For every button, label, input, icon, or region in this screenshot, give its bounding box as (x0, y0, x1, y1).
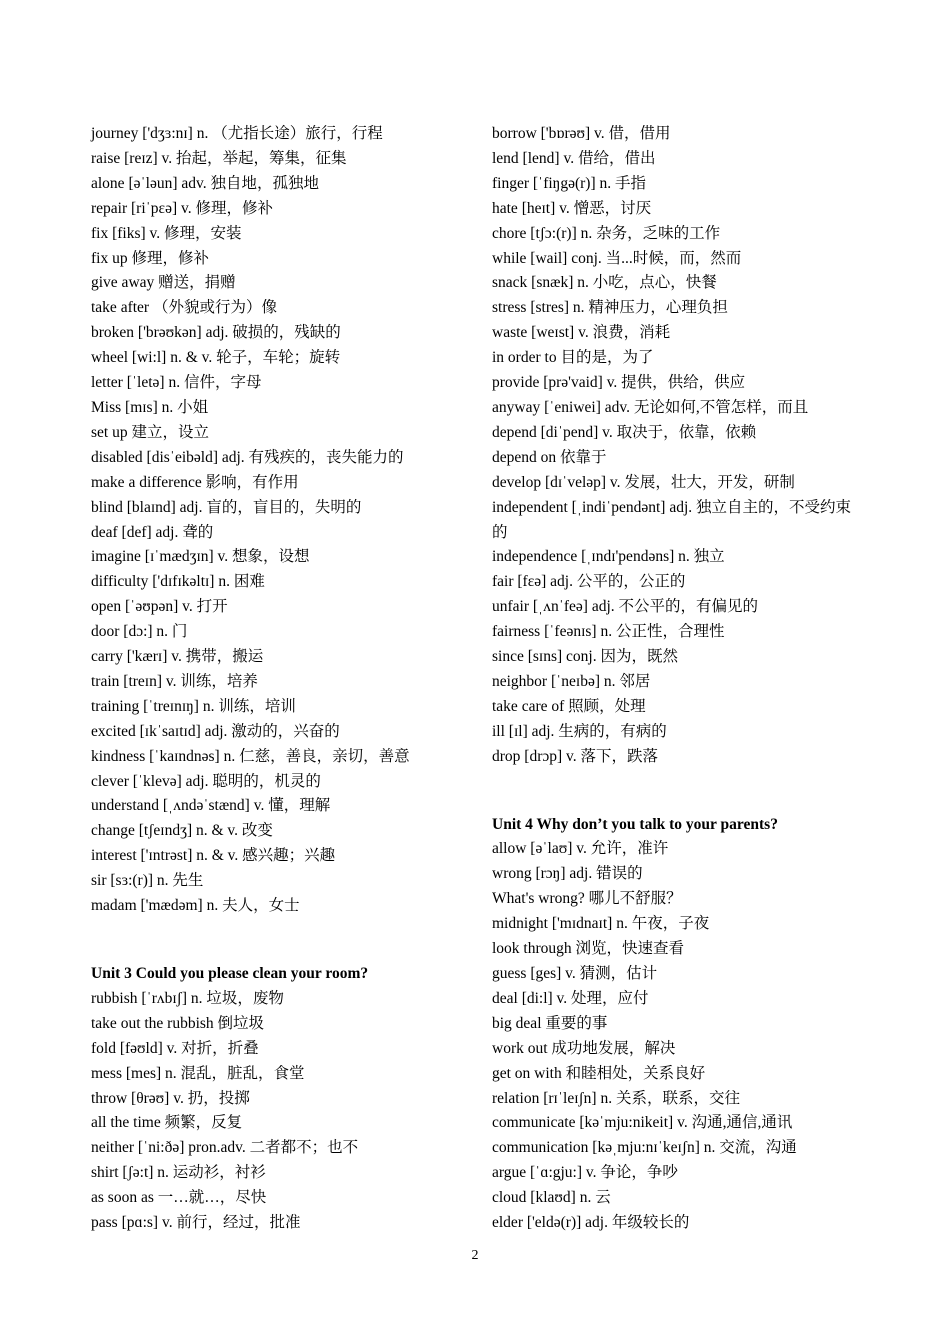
vocab-entry: journey ['dʒɜ:nɪ] n. （尤指长途）旅行，行程 (91, 125, 383, 142)
vocab-entry: excited [ɪkˈsaɪtɪd] adj. 激动的，兴奋的 (91, 722, 340, 740)
vocab-entry: letter [ˈletə] n. 信件，字母 (91, 374, 262, 392)
vocab-entry: open [ˈəʊpən] v. 打开 (91, 598, 228, 616)
vocab-entry: difficulty ['dɪfɪkəltɪ] n. 困难 (91, 573, 265, 591)
vocab-entry-independent: independent [ˌindiˈpendənt] adj. 独立自主的，不受约束的 (492, 498, 852, 541)
vocab-entry: fix [fiks] v. 修理，安装 (91, 224, 242, 242)
right-column (492, 122, 864, 1236)
vocab-entry: deal [di:l] v. 处理，应付 (492, 989, 649, 1007)
vocab-entry: since [sɪns] conj. 因为，既然 (492, 648, 678, 666)
vocab-entry: imagine [ɪˈmædʒɪn] v. 想象，设想 (91, 548, 310, 566)
unit4-heading: Unit 4 Why don’t you talk to your parents? (492, 815, 778, 833)
vocab-entry: Miss [mɪs] n. 小姐 (91, 398, 209, 416)
vocab-entry: snack [snæk] n. 小吃，点心，快餐 (492, 274, 717, 292)
vocab-entry: finger [ˈfiŋgə(r)] n. 手指 (492, 174, 646, 192)
vocab-entry: fair [fɛə] adj. 公平的，公正的 (492, 573, 686, 591)
vocab-entry: as soon as 一…就…，尽快 (91, 1189, 267, 1207)
vocab-list-unit4 (492, 837, 864, 1236)
vocab-entry: while [wail] conj. 当...时候，而，然而 (492, 249, 742, 267)
vocab-entry: wrong [rɔŋ] adj. 错误的 (492, 865, 643, 883)
vocab-entry: What's wrong? 哪儿不舒服？ (492, 890, 682, 908)
vocab-list-unit3-continued (492, 122, 864, 496)
vocab-entry: train [treɪn] v. 训练，培养 (91, 672, 258, 690)
vocab-entry: door [dɔ:] n. 门 (91, 623, 188, 641)
vocab-entry: independence [ˌɪndɪ'pendəns] n. 独立 (492, 548, 725, 566)
vocab-entry: provide [prə'vaid] v. 提供，供给，供应 (492, 374, 746, 392)
section-spacer (91, 919, 461, 962)
vocab-entry: unfair [ˌʌnˈfeə] adj. 不公平的，有偏见的 (492, 598, 759, 616)
vocab-entry: stress [stres] n. 精神压力，心理负担 (492, 299, 728, 317)
vocab-list-unit2-continued (91, 122, 461, 919)
vocab-entry: lend [lend] v. 借给，借出 (492, 149, 656, 167)
vocab-list-unit3 (91, 987, 461, 1236)
vocab-entry: mess [mes] n. 混乱，脏乱，食堂 (91, 1064, 305, 1082)
vocab-entry: communication [kəˌmju:nɪˈkeɪʃn] n. 交流，沟通 (492, 1139, 797, 1157)
vocab-entry: in order to 目的是，为了 (492, 349, 654, 367)
vocab-entry: throw [θrəʊ] v. 扔，投掷 (91, 1089, 250, 1107)
vocab-entry: pass [pɑ:s] v. 前行，经过，批准 (91, 1214, 301, 1232)
page-number: 2 (471, 1248, 479, 1263)
vocab-entry: neighbor [ˈneɪbə] n. 邻居 (492, 672, 651, 690)
vocab-entry: allow [əˈlaʊ] v. 允许，准许 (492, 840, 669, 858)
vocab-entry: develop [dɪˈveləp] v. 发展，壮大，开发，研制 (492, 473, 795, 491)
vocab-entry: wheel [wi:l] n. & v. 轮子，车轮；旋转 (91, 349, 341, 367)
vocab-entry: sir [sɜ:(r)] n. 先生 (91, 872, 204, 890)
vocab-entry: big deal 重要的事 (492, 1014, 608, 1032)
vocab-entry: depend [diˈpend] v. 取决于，依靠，依赖 (492, 423, 757, 441)
vocab-entry: hate [heɪt] v. 憎恶，讨厌 (492, 199, 652, 217)
vocab-entry: set up 建立，设立 (91, 423, 209, 441)
vocab-entry: work out 成功地发展，解决 (492, 1039, 676, 1057)
vocab-entry: elder ['eldə(r)] adj. 年级较长的 (492, 1214, 690, 1232)
vocab-entry: give away 赠送，捐赠 (91, 274, 236, 292)
vocab-list-unit3-end (492, 545, 864, 769)
vocab-entry: take care of 照顾，处理 (492, 697, 646, 715)
vocab-entry: broken ['brəʊkən] adj. 破损的，残缺的 (91, 324, 341, 342)
vocab-entry: communicate [kəˈmju:nikeit] v. 沟通,通信,通讯 (492, 1114, 793, 1132)
vocab-entry: get on with 和睦相处，关系良好 (492, 1064, 706, 1082)
vocab-entry: ill [ɪl] adj. 生病的，有病的 (492, 722, 667, 740)
vocab-entry: raise [reɪz] v. 抬起，举起，筹集，征集 (91, 149, 347, 167)
vocab-entry: take out the rubbish 倒垃圾 (91, 1014, 265, 1032)
vocab-entry: clever [ˈklevə] adj. 聪明的，机灵的 (91, 772, 321, 790)
vocab-entry: understand [ˌʌndəˈstænd] v. 懂，理解 (91, 797, 331, 815)
section-spacer (492, 770, 864, 813)
vocab-entry: disabled [disˈeibəld] adj. 有残疾的，丧失能力的 (91, 448, 404, 466)
vocab-entry: relation [rɪˈleɪʃn] n. 关系，联系，交往 (492, 1089, 740, 1107)
vocab-entry: fold [fəʊld] v. 对折，折叠 (91, 1039, 259, 1057)
vocab-entry: kindness [ˈkaɪndnəs] n. 仁慈，善良，亲切，善意 (91, 747, 410, 765)
vocab-entry: drop [drɔp] v. 落下，跌落 (492, 747, 659, 765)
vocab-entry: all the time 频繁，反复 (91, 1114, 243, 1132)
vocab-entry: take after （外貌或行为）像 (91, 299, 277, 317)
vocab-entry: midnight ['mɪdnaɪt] n. 午夜，子夜 (492, 915, 710, 933)
vocab-entry: fix up 修理，修补 (91, 249, 209, 267)
vocab-entry: change [tʃeɪndʒ] n. & v. 改变 (91, 822, 273, 840)
vocab-entry: chore [tʃɔ:(r)] n. 杂务，乏味的工作 (492, 224, 721, 242)
vocab-entry: training [ˈtreɪnɪŋ] n. 训练，培训 (91, 697, 296, 715)
vocab-entry: interest ['ɪntrəst] n. & v. 感兴趣；兴趣 (91, 847, 336, 865)
vocab-entry: waste [weɪst] v. 浪费，消耗 (492, 324, 671, 342)
vocab-entry: borrow ['bɒrəʊ] v. 借，借用 (492, 125, 671, 142)
unit3-heading: Unit 3 Could you please clean your room? (91, 965, 369, 982)
left-column (91, 122, 461, 1236)
vocab-entry: madam ['mædəm] n. 夫人，女士 (91, 897, 300, 915)
vocab-entry: rubbish [ˈrʌbɪʃ] n. 垃圾，废物 (91, 989, 284, 1007)
vocab-entry: shirt [ʃə:t] n. 运动衫，衬衫 (91, 1164, 266, 1182)
vocab-entry: depend on 依靠于 (492, 448, 607, 466)
vocab-entry: anyway [ˈeniwei] adv. 无论如何,不管怎样，而且 (492, 398, 809, 416)
vocab-entry: guess [ges] v. 猜测，估计 (492, 965, 658, 982)
vocab-entry: make a difference 影响，有作用 (91, 473, 299, 491)
vocab-entry: blind [blaɪnd] adj. 盲的，盲目的，失明的 (91, 498, 362, 516)
vocab-entry: carry ['kærɪ] v. 携带，搬运 (91, 648, 264, 666)
vocab-entry: look through 浏览，快速查看 (492, 940, 685, 958)
vocab-entry: alone [əˈləun] adv. 独自地，孤独地 (91, 174, 319, 192)
vocab-entry: fairness [ˈfeənɪs] n. 公正性，合理性 (492, 623, 725, 641)
vocab-entry: deaf [def] adj. 聋的 (91, 523, 214, 541)
vocab-entry: neither [ˈni:ðə] pron.adv. 二者都不；也不 (91, 1139, 359, 1157)
vocab-entry: argue [ˈɑ:gju:] v. 争论，争吵 (492, 1164, 678, 1182)
vocab-entry: repair [riˈpɛə] v. 修理，修补 (91, 199, 273, 217)
vocab-entry: cloud [klaʊd] n. 云 (492, 1189, 611, 1207)
